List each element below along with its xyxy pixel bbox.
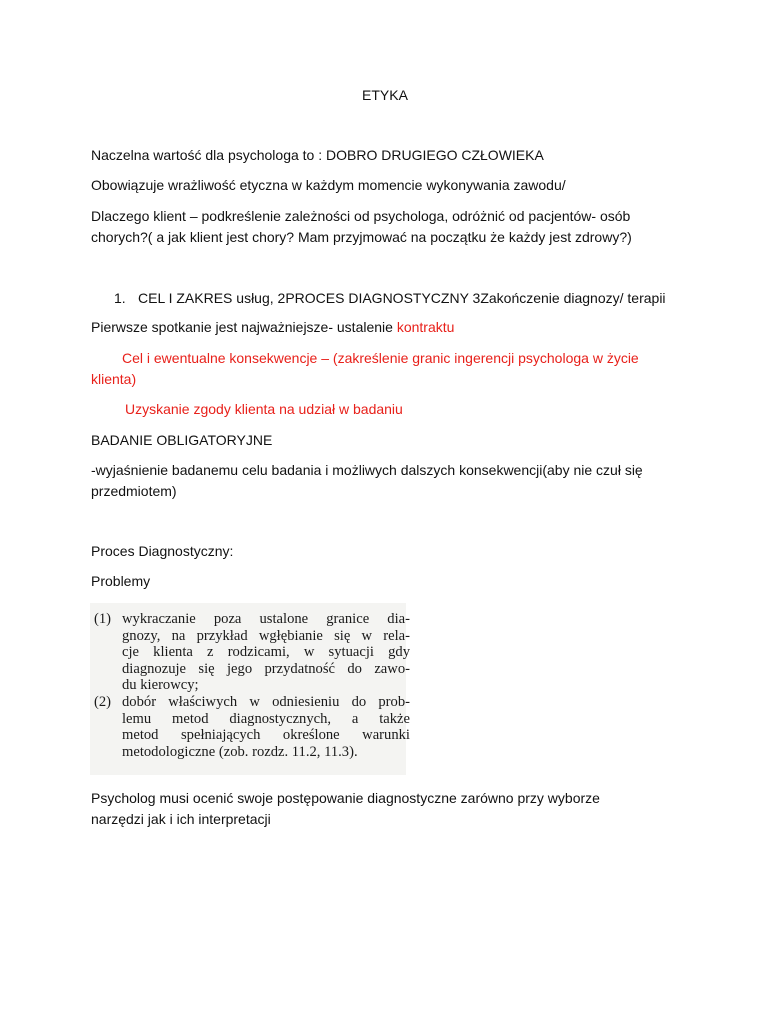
- first-meeting-paragraph: [91, 317, 454, 338]
- client-question-line-2: chorych?( a jak klient jest chory? Mam przyjmować na początku że każdy jest zdrowy?): [91, 229, 632, 245]
- list-number: 1.: [114, 290, 126, 306]
- excerpt-line: diagnozuje się jego przydatność do zawo-: [122, 660, 410, 677]
- excerpt-line: cje klienta z rodzicami, w sytuacji gdy: [122, 644, 410, 661]
- excerpt-item-1-number: (1): [94, 611, 112, 627]
- consent-paragraph: Uzyskanie zgody klienta na udział w badaniu: [125, 401, 403, 417]
- excerpt-line: dobór właściwych w odniesieniu do prob-: [122, 694, 410, 710]
- core-value-paragraph: Naczelna wartość dla psychologa to : DOBRO DRUGIEGO CZŁOWIEKA: [91, 147, 544, 163]
- excerpt-line: lemu metod diagnostycznych, a także: [122, 710, 410, 727]
- list-item-text: CEL I ZAKRES usług, 2PROCES DIAGNOSTYCZNY 3Zakończenie diagnozy/ terapii: [138, 290, 666, 306]
- goal-consequences-line-2: klienta): [91, 371, 137, 387]
- contract-highlight: kontraktu: [396, 319, 455, 335]
- ethical-sensitivity-paragraph: Obowiązuje wrażliwość etyczna w każdym momencie wykonywania zawodu/: [91, 177, 566, 193]
- first-meeting-text: Pierwsze spotkanie jest najważniejsze- ustalenie: [91, 319, 397, 335]
- closing-line-2: narzędzi jak i ich interpretacji: [91, 811, 271, 827]
- excerpt-line: gnozy, na przykład wgłębianie się w rela-: [122, 627, 410, 644]
- goal-consequences-line-1: Cel i ewentualne konsekwencje – (zakreślenie granic ingerencji psychologa w życie: [122, 350, 639, 366]
- excerpt-line: wykraczanie poza ustalone granice dia-: [122, 611, 410, 627]
- excerpt-line: metod spełniających określone warunki: [122, 727, 410, 744]
- explanation-line-2: przedmiotem): [91, 483, 177, 499]
- document-title: ETYKA: [362, 87, 408, 103]
- client-question-line-1: Dlaczego klient – podkreślenie zależności od psychologa, odróżnić od pacjentów- osób: [91, 208, 631, 224]
- excerpt-item-2-number: (2): [94, 694, 112, 710]
- mandatory-examination-heading: BADANIE OBLIGATORYJNE: [91, 432, 273, 448]
- excerpt-line: metodologiczne (zob. rozdz. 11.2, 11.3).: [122, 743, 358, 760]
- scanned-excerpt-image: [90, 603, 410, 775]
- process-heading: Proces Diagnostyczny:: [91, 543, 234, 559]
- closing-line-1: Psycholog musi ocenić swoje postępowanie diagnostyczne zarówno przy wyborze: [91, 790, 600, 806]
- excerpt-line: du kierowcy;: [122, 677, 199, 694]
- explanation-line-1: -wyjaśnienie badanemu celu badania i możliwych dalszych konsekwencji(aby nie czuł się: [91, 462, 643, 478]
- problems-heading: Problemy: [91, 573, 151, 589]
